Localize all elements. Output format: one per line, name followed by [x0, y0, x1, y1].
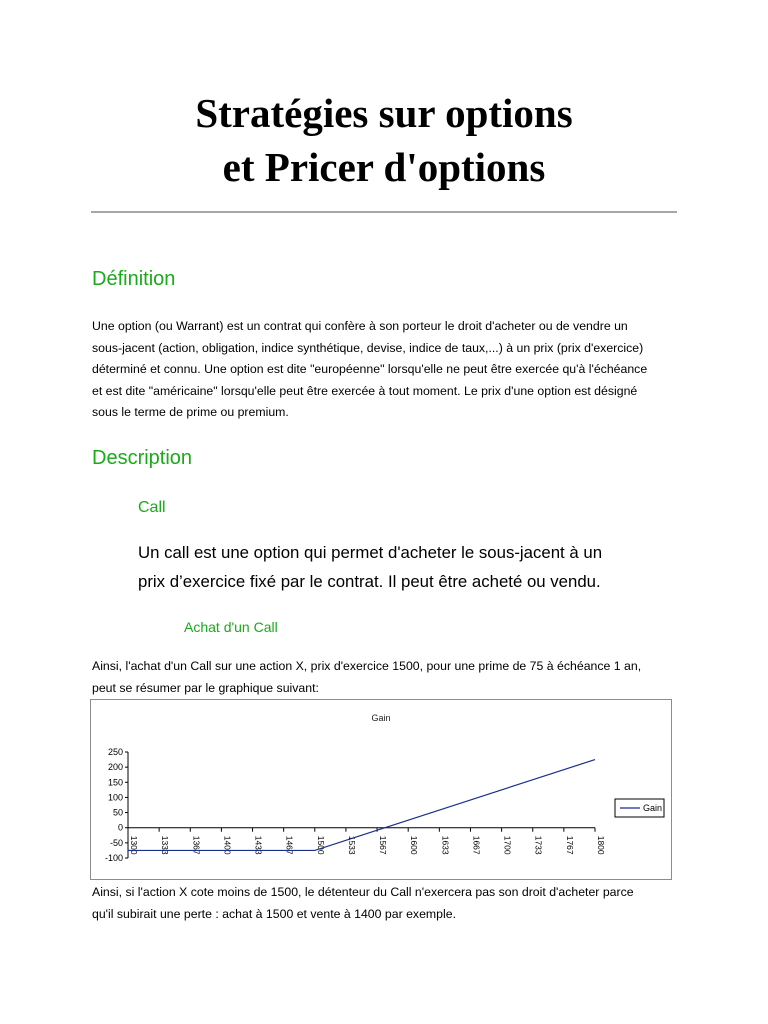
definition-line: sous-jacent (action, obligation, indice synthétique, devise, indice de taux,...) à un prix (prix d'exercice): [92, 340, 644, 355]
description-heading: Description: [92, 447, 193, 469]
x-tick-label: 1367: [191, 835, 202, 855]
title-line-2: et Pricer d'options: [222, 144, 546, 190]
x-tick-label: 1800: [596, 835, 606, 855]
x-tick-label: 1467: [284, 835, 295, 855]
x-tick-label: 1500: [315, 835, 326, 855]
x-tick-label: 1767: [564, 835, 575, 855]
legend-label: Gain: [643, 803, 663, 813]
chart-title: Gain: [371, 713, 391, 723]
y-tick-label: 100: [107, 792, 123, 803]
call-definition-line: prix d’exercice fixé par le contrat. Il peut être acheté ou vendu.: [138, 572, 601, 591]
gain-chart: [90, 699, 672, 880]
x-tick-label: 1300: [129, 835, 139, 855]
title-line-1: Stratégies sur options: [195, 90, 573, 136]
conclusion-line: qu'il subirait une perte : achat à 1500 et vente à 1400 par exemple.: [92, 906, 456, 921]
x-tick-label: 1567: [378, 835, 389, 855]
y-tick-label: 200: [107, 762, 123, 773]
title-divider: [91, 211, 677, 213]
y-tick-label: 250: [107, 747, 123, 757]
achat-call-heading: Achat d'un Call: [184, 619, 278, 635]
x-tick-label: 1700: [502, 835, 513, 855]
document-title: [0, 86, 768, 194]
y-tick-label: -50: [109, 837, 123, 848]
x-tick-label: 1733: [533, 835, 544, 855]
definition-heading: Définition: [92, 268, 176, 290]
definition-line: sous le terme de prime ou premium.: [92, 405, 289, 419]
y-tick-label: -100: [104, 853, 123, 863]
x-tick-label: 1633: [440, 835, 451, 855]
x-tick-label: 1533: [346, 835, 357, 855]
conclusion-line: Ainsi, si l'action X cote moins de 1500, le détenteur du Call n'exercera pas son droit d'acheter parce: [92, 885, 634, 899]
call-definition-line: Un call est une option qui permet d'acheter le sous-jacent à un: [138, 543, 603, 562]
y-tick-label: 150: [107, 777, 123, 788]
gain-chart-svg: [91, 700, 671, 879]
x-tick-label: 1433: [253, 835, 264, 855]
definition-line: et est dite "américaine" lorsqu'elle peut être exercée à tout moment. Le prix d'une option est désigné: [92, 383, 638, 398]
definition-line: Une option (ou Warrant) est un contrat qui confère à son porteur le droit d'acheter ou de vendre un: [92, 319, 628, 333]
achat-line: peut se résumer par le graphique suivant:: [92, 680, 319, 695]
definition-line: déterminé et connu. Une option est dite "européenne" lorsqu'elle ne peut être exercée qu'à l'échéance: [92, 362, 648, 376]
x-tick-label: 1667: [471, 835, 482, 855]
conclusion-paragraph: [92, 882, 692, 925]
x-tick-label: 1600: [409, 835, 420, 855]
call-heading: Call: [138, 499, 166, 516]
y-tick-label: 50: [112, 807, 123, 818]
y-tick-label: 0: [117, 822, 123, 833]
definition-paragraph: [92, 316, 692, 424]
achat-paragraph: [92, 656, 692, 699]
x-tick-label: 1400: [222, 835, 233, 855]
achat-line: Ainsi, l'achat d'un Call sur une action X, prix d'exercice 1500, pour une prime de 75 à échéance 1 an,: [92, 659, 642, 673]
call-definition: [138, 538, 602, 596]
x-tick-label: 1333: [160, 835, 171, 855]
